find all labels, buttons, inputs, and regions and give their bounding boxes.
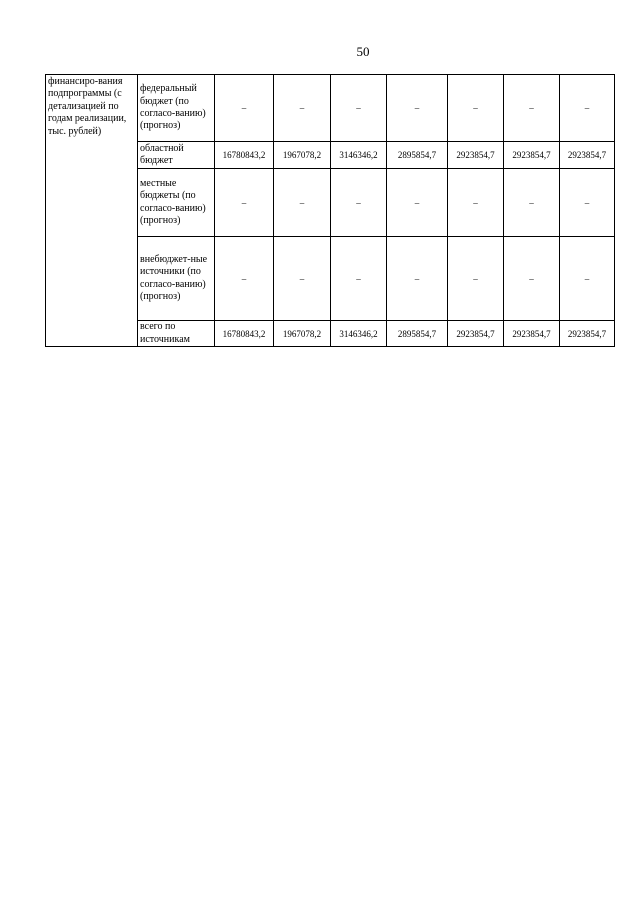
value-cell: – xyxy=(387,237,448,321)
value-cell: – xyxy=(215,75,274,142)
value-cell: – xyxy=(274,237,331,321)
value-cell: 2923854,7 xyxy=(504,142,560,169)
value-cell: – xyxy=(274,169,331,237)
value-cell: – xyxy=(448,75,504,142)
source-extrabudgetary: внебюджет-ные источники (по согласо-ванию) (прогноз) xyxy=(138,237,215,321)
value-cell: 2923854,7 xyxy=(560,321,615,347)
source-local-budgets: местные бюджеты (по согласо-ванию) (прогноз) xyxy=(138,169,215,237)
value-cell: 2923854,7 xyxy=(448,142,504,169)
value-cell: – xyxy=(331,75,387,142)
value-cell: – xyxy=(448,169,504,237)
value-cell: – xyxy=(504,237,560,321)
value-cell: 2895854,7 xyxy=(387,142,448,169)
page-number: 50 xyxy=(356,44,370,59)
value-cell: – xyxy=(560,169,615,237)
source-total: всего по источникам xyxy=(138,321,215,347)
row-label-financing: финансиро-вания подпрограммы (с детализацией по годам реализации, тыс. рублей) xyxy=(46,75,138,347)
financing-table xyxy=(45,74,615,347)
value-cell: 1967078,2 xyxy=(274,142,331,169)
source-regional-budget: областной бюджет xyxy=(138,142,215,169)
value-cell: 16780843,2 xyxy=(215,142,274,169)
value-cell: – xyxy=(504,75,560,142)
value-cell: – xyxy=(387,169,448,237)
value-cell: – xyxy=(215,169,274,237)
value-cell: – xyxy=(448,237,504,321)
value-cell: 2923854,7 xyxy=(448,321,504,347)
value-cell: 3146346,2 xyxy=(331,321,387,347)
value-cell: – xyxy=(274,75,331,142)
value-cell: 1967078,2 xyxy=(274,321,331,347)
value-cell: 2923854,7 xyxy=(560,142,615,169)
value-cell: – xyxy=(215,237,274,321)
value-cell: – xyxy=(560,237,615,321)
value-cell: – xyxy=(504,169,560,237)
value-cell: – xyxy=(331,169,387,237)
value-cell: 2895854,7 xyxy=(387,321,448,347)
source-federal-budget: федеральный бюджет (по согласо-ванию) (прогноз) xyxy=(138,75,215,142)
value-cell: – xyxy=(560,75,615,142)
value-cell: 16780843,2 xyxy=(215,321,274,347)
value-cell: – xyxy=(331,237,387,321)
value-cell: – xyxy=(387,75,448,142)
table-row xyxy=(46,75,615,142)
value-cell: 3146346,2 xyxy=(331,142,387,169)
value-cell: 2923854,7 xyxy=(504,321,560,347)
